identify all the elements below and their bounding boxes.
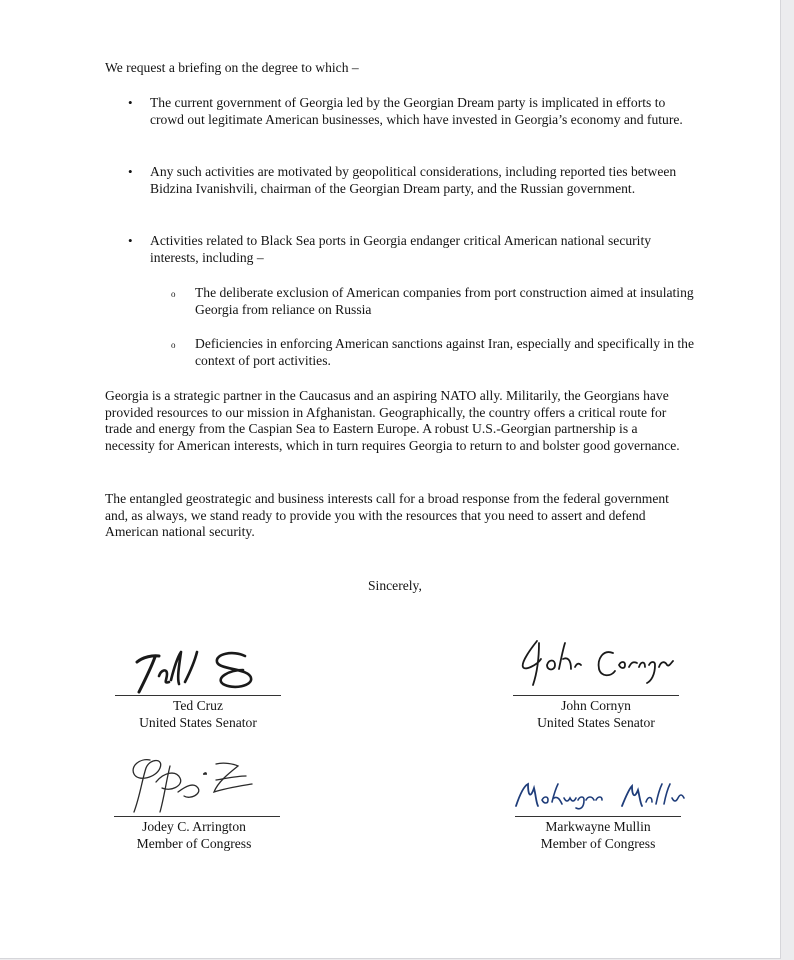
signatory-title: Member of Congress xyxy=(136,836,252,851)
signatory-name: Jodey C. Arrington xyxy=(142,819,246,834)
signature-john-cornyn xyxy=(515,635,685,690)
signature-markwayne-mullin xyxy=(512,778,690,812)
intro-line: We request a briefing on the degree to which – xyxy=(105,60,359,75)
signatory-block xyxy=(115,697,281,731)
bullet-marker: • xyxy=(128,164,133,179)
signatory-name: Ted Cruz xyxy=(172,698,223,713)
signatory-block xyxy=(111,818,277,852)
signature-line xyxy=(515,816,681,817)
sub-bullet-marker: o xyxy=(171,340,176,350)
bullet-item: Any such activities are motivated by geopolitical considerations, including reported ties between Bidzina Ivanishvili, chairman of the Georgian Dream party, and the Russian government. xyxy=(150,164,677,196)
bullet-marker: • xyxy=(128,95,133,110)
bullet-marker: • xyxy=(128,233,133,248)
signatory-title: United States Senator xyxy=(537,715,655,730)
signatory-title: Member of Congress xyxy=(540,836,656,851)
closing-line: Sincerely, xyxy=(368,578,422,593)
sub-bullet-item: Deficiencies in enforcing American sanctions against Iran, especially and specifically in the context of port activities. xyxy=(195,336,694,368)
signature-jodey-arrington xyxy=(120,752,270,818)
bullet-item: The current government of Georgia led by the Georgian Dream party is implicated in efforts to crowd out legitimate American businesses, which have invested in Georgia’s economy and future. xyxy=(150,95,683,127)
body-paragraph: Georgia is a strategic partner in the Caucasus and an aspiring NATO ally. Militarily, the Georgians have provided resources to our mission in Afghanistan. Geographically, the country offers a critical route for trade and energy from the Caspian Sea to Eastern Europe. A robust U.S.-Georgian partnership is a necessity for American interests, which in turn requires Georgia to return to and bolster good governance. xyxy=(105,388,680,453)
signature-line xyxy=(513,695,679,696)
signatory-name: John Cornyn xyxy=(561,698,631,713)
bullet-item: Activities related to Black Sea ports in Georgia endanger critical American national security interests, including – xyxy=(150,233,652,265)
signature-ted-cruz xyxy=(125,640,275,695)
body-paragraph: The entangled geostrategic and business interests call for a broad response from the federal government and, as always, we stand ready to provide you with the resources that you need to assert and defend American national security. xyxy=(105,491,669,539)
signatory-title: United States Senator xyxy=(139,715,257,730)
signature-line xyxy=(114,816,280,817)
signatory-block xyxy=(515,818,681,852)
signatory-name: Markwayne Mullin xyxy=(545,819,651,834)
signatory-block xyxy=(513,697,679,731)
sub-bullet-marker: o xyxy=(171,289,176,299)
signature-line xyxy=(115,695,281,696)
sub-bullet-item: The deliberate exclusion of American companies from port construction aimed at insulating Georgia from reliance on Russia xyxy=(195,285,694,317)
